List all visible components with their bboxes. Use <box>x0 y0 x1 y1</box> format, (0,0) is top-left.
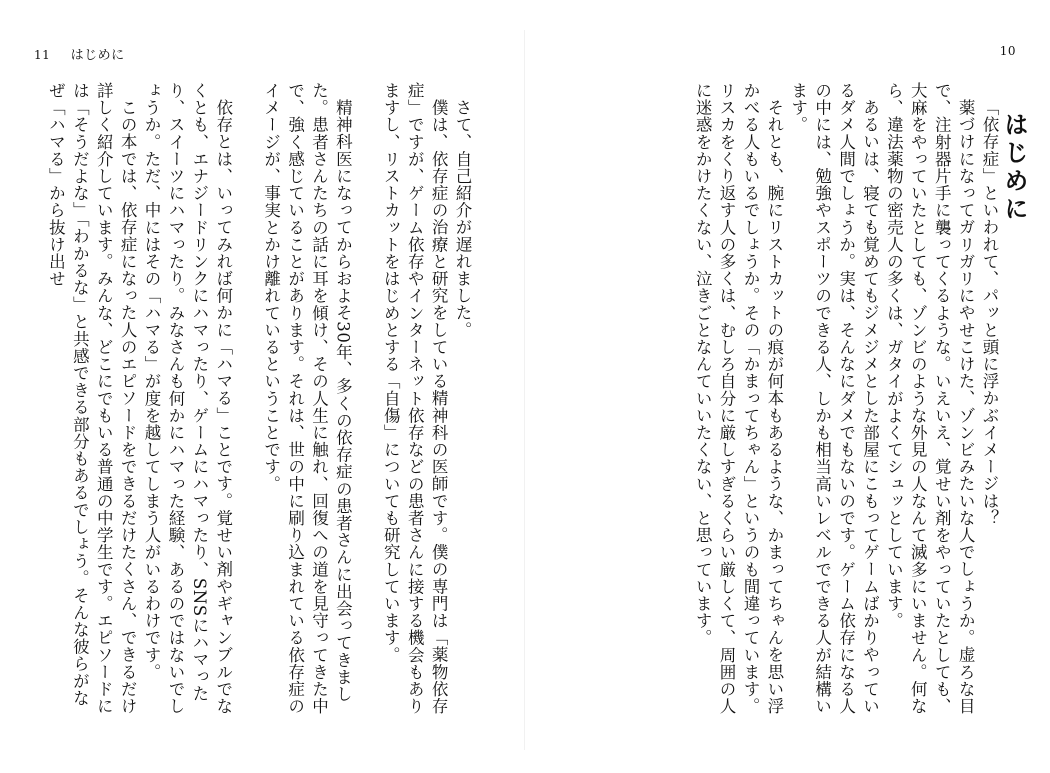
chapter-heading: はじめに <box>1000 112 1028 224</box>
paragraph: あるいは、寝ても覚めてもジメジメとした部屋にこもってゲームばかりやっているダメ人間でしょうか。実は、そんなにダメでもないのです。ゲーム依存になる人の中には、勉強やスポーツのできる人、しかも相当高いレベルでできる人が結構います。 <box>788 82 880 715</box>
paragraph: 依存とは、いってみれば何かに「ハマる」ことです。覚せい剤やギャンブルでなくとも、エナジードリンクにハマったり、ゲームにハマったり、SNSにハマったり、スイーツにハマったり。みなさんも何かにハマった経験、あるのではないでしょうか。ただ、中にはその「ハマる」が度を越してしまう人がいるわけです。 <box>142 82 233 715</box>
right-page-body <box>621 82 1001 722</box>
paragraph: 精神科医になってからおよそ30年、多くの依存症の患者さんに出会ってきました。患者さんたちの話に耳を傾け、その人生に触れ、回復への道を見守ってきた中で、強く感じていることがあります。それは、世の中に刷り込まれている依存症のイメージが、事実とかけ離れているということです。 <box>261 82 353 715</box>
left-page-header <box>34 44 125 63</box>
paragraph: それとも、腕にリストカットの痕が何本もあるような、かまってちゃんを思い浮かべる人もいるでしょうか。その「かまってちゃん」というのも間違っています。リスカをくり返す人の多くは、むしろ自分に厳しすぎるくらい厳しくて、周囲の人に迷惑をかけたくない、泣きごとなんていいたくない、と思っています。 <box>693 82 784 715</box>
page-number-left: 11 <box>34 48 51 62</box>
paragraph: さて、自己紹介が遅れました。 <box>453 98 472 338</box>
paragraph: この本では、依存症になった人のエピソードをできるだけたくさん、できるだけ詳しく紹介しています。みんな、どこにでもいる普通の中学生です。エピソードには「そうだよな」「わかるな」と共感できる部分もあるでしょう。そんな彼らがなぜ「ハマる」から抜け出せ <box>46 82 138 715</box>
right-page <box>525 0 1050 773</box>
page-number-right: 10 <box>999 44 1016 58</box>
left-page-body <box>46 82 474 722</box>
running-head: はじめに <box>70 48 125 63</box>
paragraph: 僕は、依存症の治療と研究をしている精神科の医師です。僕の専門は「薬物依存症」ですが、ゲーム依存やインターネット依存などの患者さんに接する機会もありますし、リストカットをはじめとする「自傷」についても研究しています。 <box>381 82 449 715</box>
section-gap <box>354 82 378 722</box>
section-gap <box>235 82 259 722</box>
paragraph: 薬づけになってガリガリにやせこけた、ゾンビみたいな人でしょうか。虚ろな目で、注射器片手に襲ってくるような。いえいえ、覚せい剤をやっていたとしても、大麻をやっていたとしても、ゾンビのような外見の人なんて滅多にいません。何なら、違法薬物の密売人の多くは、ガタイがよくてシュッとしています。 <box>884 82 976 715</box>
paragraph: 「依存症」といわれて、パッと頭に浮かぶイメージは？ <box>980 98 999 526</box>
